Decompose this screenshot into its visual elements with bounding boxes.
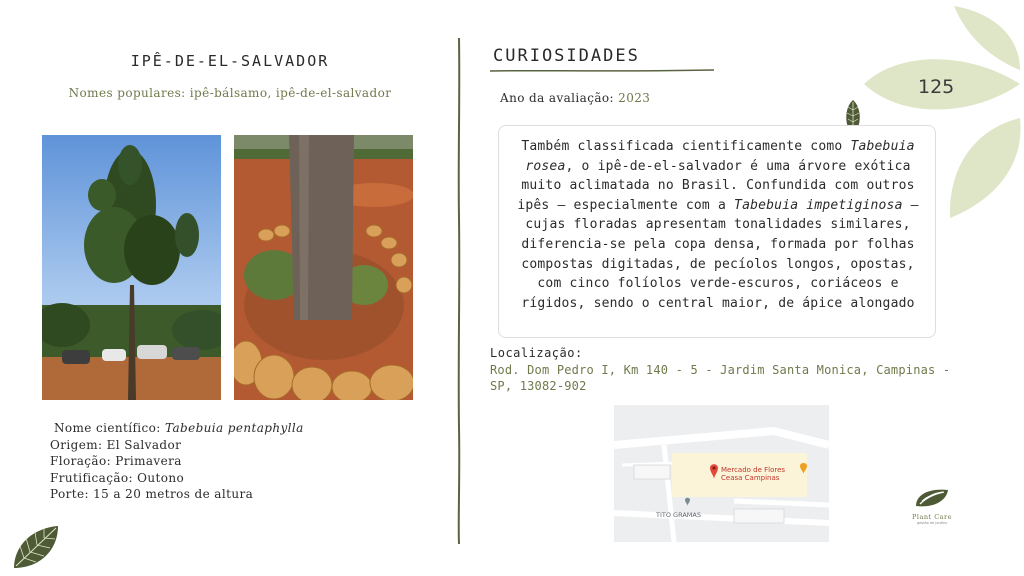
flowering: Floração: Primavera bbox=[50, 454, 182, 468]
map-poi-label: TITO GRAMAS bbox=[656, 511, 701, 519]
column-divider bbox=[455, 38, 463, 544]
species-facts bbox=[52, 420, 304, 503]
title-underline bbox=[490, 67, 714, 75]
scientific-name: Tabebuia pentaphylla bbox=[164, 421, 304, 435]
logo-name: Plant Care bbox=[912, 513, 952, 521]
logo-subtitle: gestão de jardins bbox=[916, 521, 948, 525]
curiosities-title: CURIOSIDADES bbox=[493, 46, 640, 66]
description-text: Também classificada cientificamente como Tabebuia rosea, o ipê-de-el-salvador é uma árvore exótica muito aclimatada no Brasil. Confundida com outros ipês – especialmente com a Tabebuia impetiginosa – cujas floradas apresentam tonalidades similares, diferencia-se pela copa densa, formada por folhas compostas digitadas, de pecíolos longos, opostas, com cinco folíolos verde-escuros, coriáceos e rígidos, sendo o central maior, de ápice alongado bbox=[517, 139, 919, 311]
tree-photo bbox=[42, 135, 221, 400]
popular-names: Nomes populares: ipê-bálsamo, ipê-de-el-salvador bbox=[68, 86, 392, 100]
leaf-icon bbox=[10, 522, 62, 572]
location-label: Localização: bbox=[490, 346, 583, 360]
page-number: 125 bbox=[918, 76, 955, 98]
plant-care-logo bbox=[904, 486, 960, 526]
origin: Origem: El Salvador bbox=[50, 437, 182, 452]
logo-leaf-icon bbox=[912, 486, 952, 508]
trunk-photo bbox=[234, 135, 413, 400]
map-place-label: Mercado de Flores Ceasa Campinas bbox=[721, 466, 786, 482]
tree-size: Porte: 15 a 20 metros de altura bbox=[50, 487, 254, 501]
fruiting: Frutificação: Outono bbox=[50, 470, 185, 485]
evaluation-year-value: 2023 bbox=[618, 91, 651, 105]
location-address: Rod. Dom Pedro I, Km 140 - 5 - Jardim Santa Monica, Campinas - SP, 13082-902 bbox=[490, 363, 951, 393]
evaluation-year-label: Ano da avaliação: bbox=[500, 91, 614, 105]
species-title: IPÊ-DE-EL-SALVADOR bbox=[130, 52, 330, 70]
location-map[interactable] bbox=[614, 405, 829, 542]
evaluation-year bbox=[500, 91, 650, 105]
scientific-name-label: Nome científico: bbox=[54, 421, 161, 435]
